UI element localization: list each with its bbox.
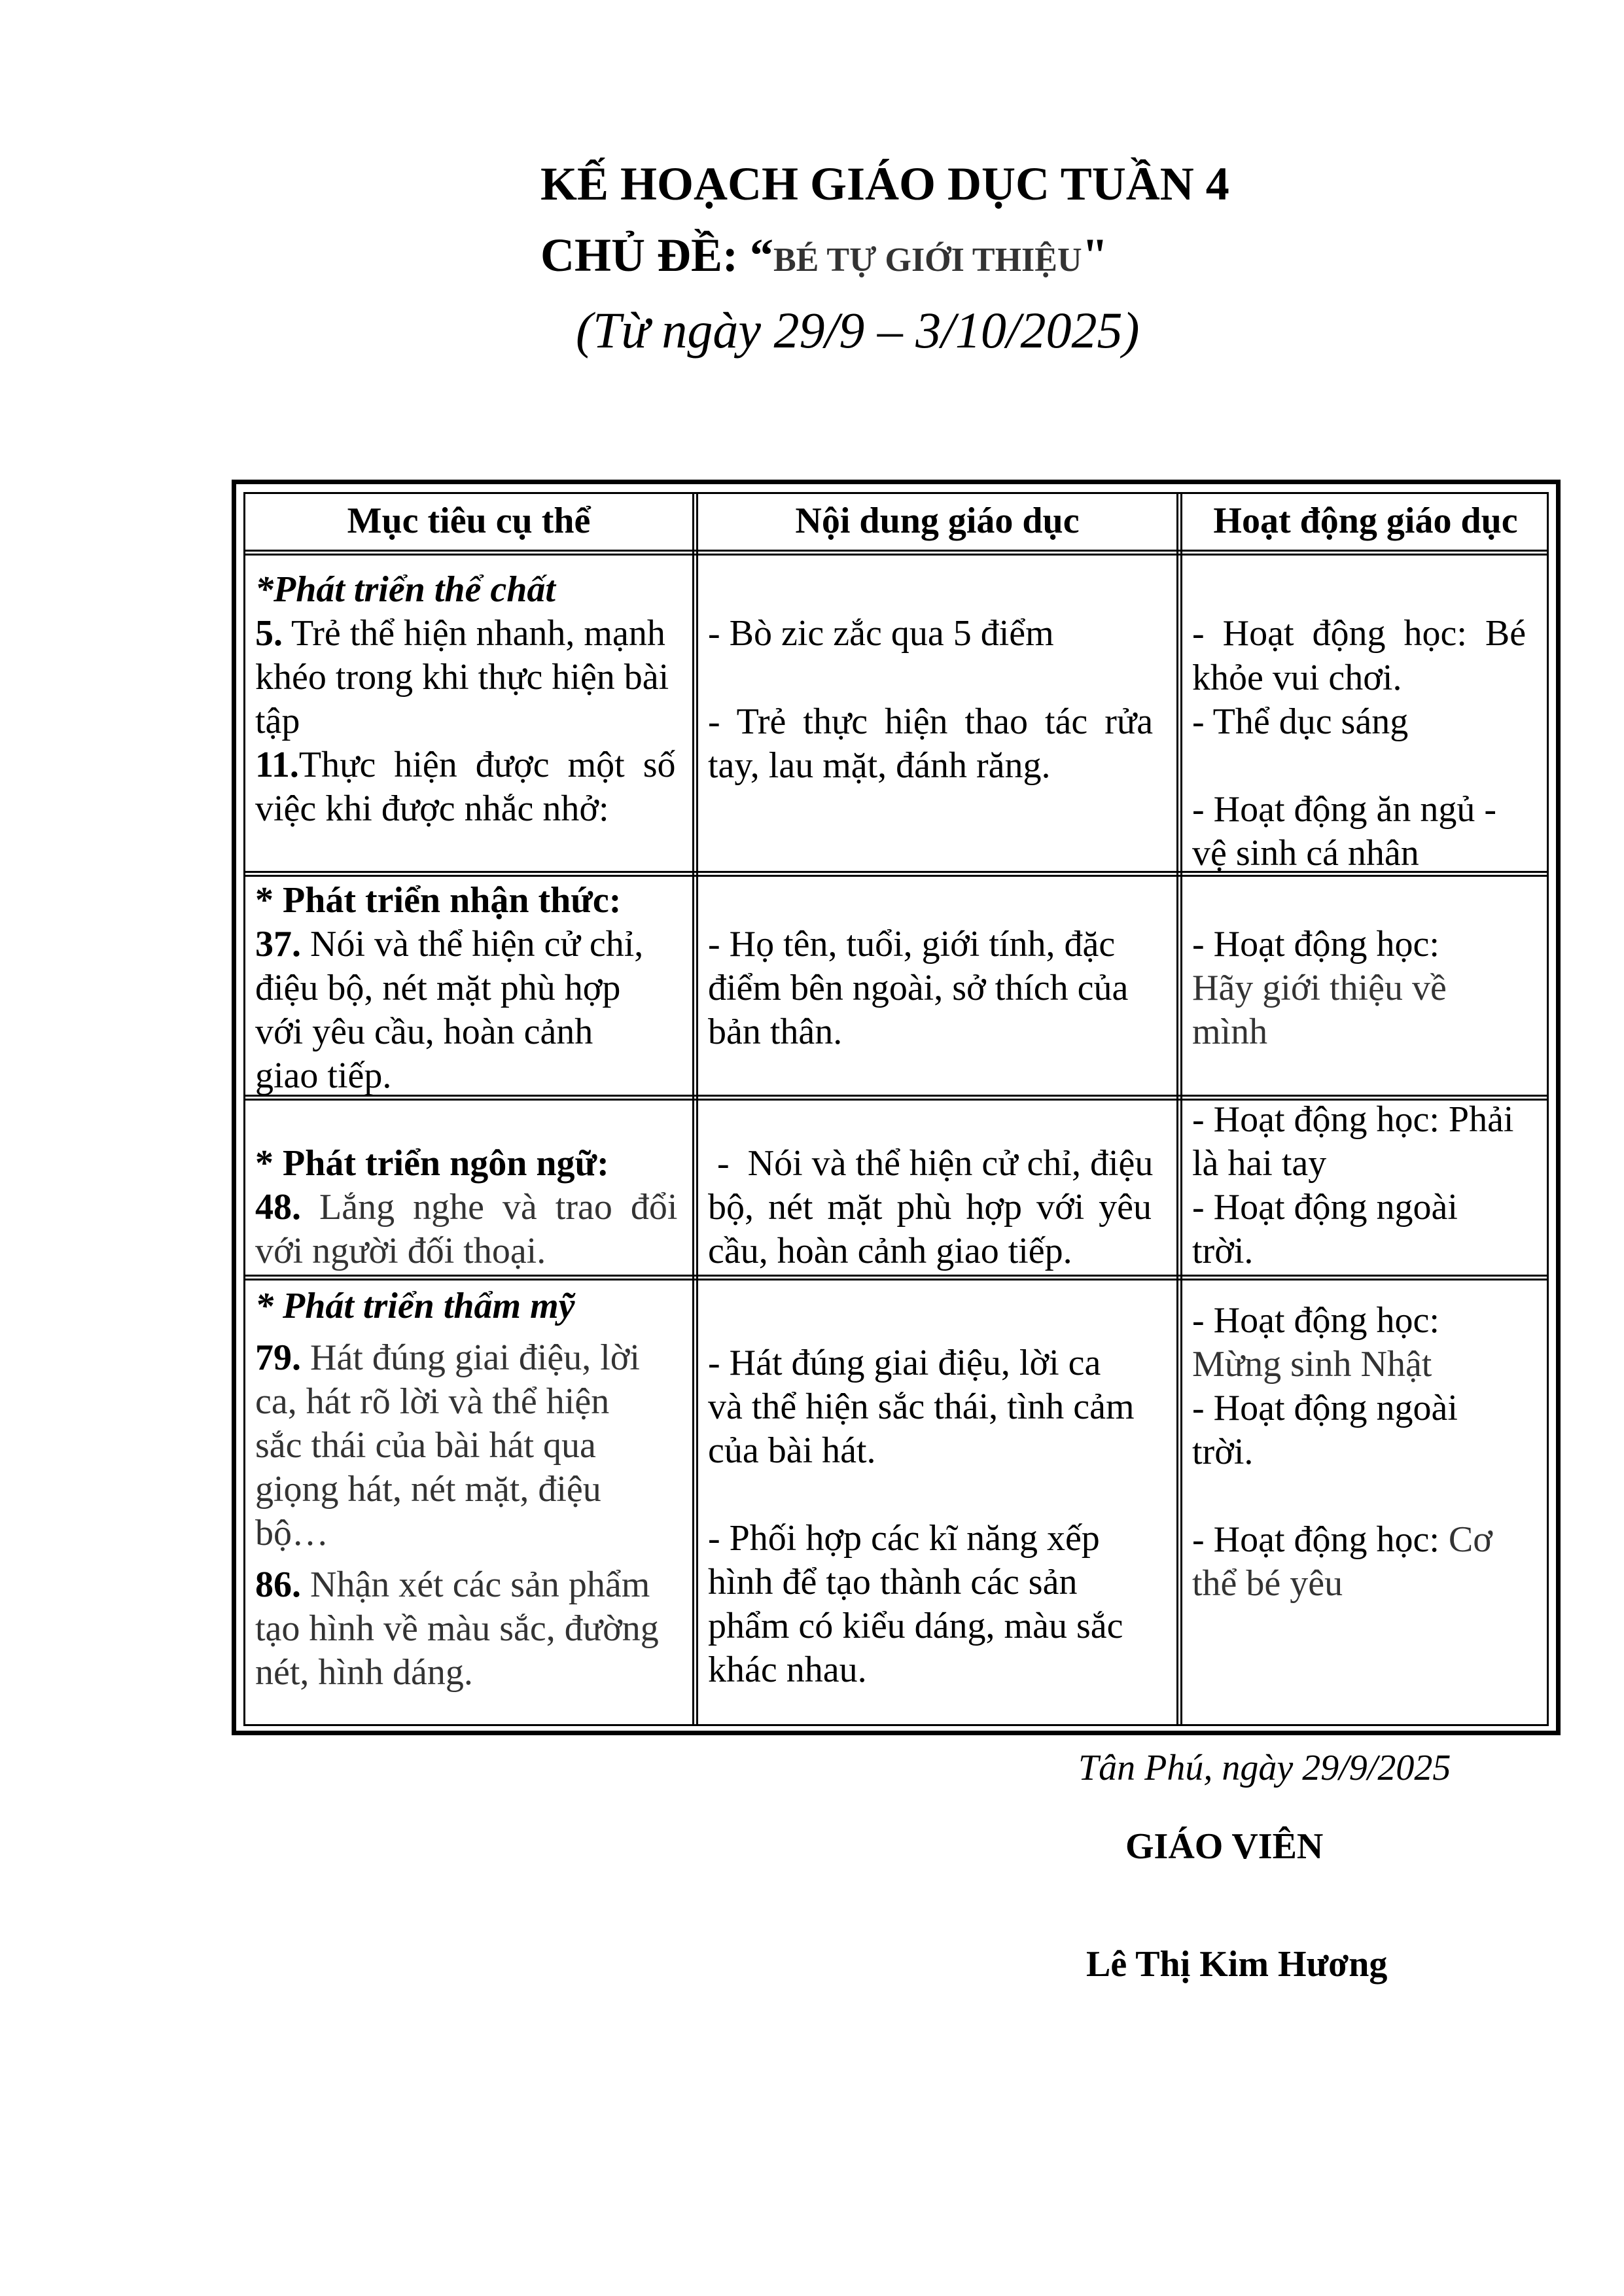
column-divider: [1180, 492, 1182, 1726]
activity-text: - Hoạt động học:: [1192, 924, 1439, 964]
activity-text: - Hoạt động ngoài: [1192, 1388, 1458, 1428]
goal-text: Thực hiện được một số: [298, 745, 676, 785]
goal-text: bộ…: [255, 1513, 328, 1553]
table-row-3-content: [708, 1142, 1166, 1273]
signature-role: GIÁO VIÊN: [1125, 1826, 1324, 1867]
activity-text: là hai tay: [1192, 1143, 1327, 1184]
activity-text: - Thể dục sáng: [1192, 701, 1409, 742]
goal-item: [255, 1186, 684, 1229]
goal-text: giao tiếp.: [255, 1055, 392, 1096]
activity-text: - Hoạt động ăn ngủ -: [1192, 789, 1497, 830]
goal-text: Nhận xét các sản phẩm: [310, 1564, 650, 1605]
table-row-1-goals: [255, 568, 684, 831]
row-divider: [243, 1275, 1549, 1277]
topic-line: [540, 226, 1108, 290]
goal-item: [255, 1336, 684, 1380]
column-divider: [1176, 492, 1178, 1726]
goal-text: sắc thái của bài hát qua: [255, 1425, 596, 1466]
table-row-3-goals: [255, 1142, 684, 1273]
content-text: - Trẻ thực hiện thao tác rửa: [708, 701, 1154, 742]
table-row-4-activities: [1192, 1299, 1542, 1606]
topic-suffix: ": [1082, 229, 1108, 281]
goal-number: 48.: [255, 1187, 301, 1227]
activity-topic: Mừng sinh Nhật: [1192, 1344, 1432, 1385]
content-text: khác nhau.: [708, 1650, 867, 1690]
table-row-2-activities: [1192, 923, 1542, 1054]
content-text: bản thân.: [708, 1012, 843, 1052]
goal-text: Hát đúng giai điệu, lời: [310, 1337, 640, 1378]
activity-topic: mình: [1192, 1012, 1268, 1052]
goal-text: điệu bộ, nét mặt phù hợp: [255, 968, 621, 1008]
signature-place-date: Tân Phú, ngày 29/9/2025: [1078, 1748, 1451, 1788]
goal-item: [255, 612, 684, 656]
row-divider: [243, 550, 1549, 552]
table-row-2-goals: [255, 879, 684, 1098]
goal-text: Lắng nghe và trao đổi: [319, 1187, 678, 1227]
goal-text: Nói và thể hiện cử chỉ,: [310, 924, 644, 964]
content-text: điểm bên ngoài, sở thích của: [708, 968, 1129, 1008]
table-row-4-goals: [255, 1284, 684, 1695]
table-row-1-content: [708, 568, 1166, 654]
content-text: - Hát đúng giai điệu, lời ca: [708, 1343, 1101, 1383]
activity-text: - Hoạt động học:: [1192, 1519, 1449, 1560]
goal-number: 37.: [255, 924, 301, 964]
activity-text: khỏe vui chơi.: [1192, 658, 1402, 698]
column-divider: [692, 492, 694, 1726]
topic-prefix: CHỦ ĐỀ: “: [540, 229, 773, 281]
activity-text: trời.: [1192, 1231, 1254, 1271]
content-text: tay, lau mặt, đánh răng.: [708, 745, 1051, 786]
activity-text: - Hoạt động ngoài: [1192, 1187, 1458, 1227]
signature-name: Lê Thị Kim Hương: [1086, 1944, 1388, 1985]
column-header-activities: Hoạt động giáo dục: [1213, 501, 1518, 541]
row-divider: [243, 1279, 1549, 1280]
goal-number: 5.: [255, 613, 283, 654]
content-text: - Nói và thể hiện cử chỉ, điệu: [708, 1143, 1154, 1184]
column-divider: [696, 492, 698, 1726]
development-area: * Phát triển thẩm mỹ: [255, 1286, 575, 1326]
activity-text: - Hoạt động học: Bé: [1192, 613, 1527, 654]
content-text: - Họ tên, tuổi, giới tính, đặc: [708, 924, 1116, 964]
goal-text: ca, hát rõ lời và thể hiện: [255, 1381, 610, 1422]
date-range: (Từ ngày 29/9 – 3/10/2025): [576, 302, 1140, 359]
goal-text: tập: [255, 701, 300, 741]
activity-text: vệ sinh cá nhân: [1192, 833, 1419, 874]
goal-text: việc khi được nhắc nhở:: [255, 788, 609, 829]
content-text: hình để tạo thành các sản: [708, 1562, 1078, 1602]
row-divider: [243, 554, 1549, 556]
content-text: bộ, nét mặt phù hợp với yêu: [708, 1187, 1152, 1227]
goal-text: tạo hình về màu sắc, đường: [255, 1608, 659, 1649]
topic-name: BÉ TỰ GIỚI THIỆU: [773, 241, 1082, 279]
development-area: * Phát triển ngôn ngữ:: [255, 1143, 609, 1184]
activity-text: trời.: [1192, 1432, 1254, 1472]
document-title: KẾ HOẠCH GIÁO DỤC TUẦN 4: [540, 158, 1229, 210]
activity-topic: Hãy giới thiệu về: [1192, 968, 1447, 1008]
goal-text: Trẻ thể hiện nhanh, mạnh: [291, 613, 665, 654]
table-row-1-content-2: [708, 700, 1166, 788]
activity-text: - Hoạt động học: Phải: [1192, 1099, 1514, 1140]
goal-text: khéo trong khi thực hiện bài: [255, 657, 669, 698]
development-area: *Phát triển thể chất: [255, 569, 556, 610]
table-row-3-activities: [1192, 1098, 1542, 1273]
content-text: của bài hát.: [708, 1430, 876, 1471]
content-text: phẩm có kiểu dáng, màu sắc: [708, 1606, 1123, 1646]
table-row-2-content: [708, 923, 1166, 1054]
table-row-1-activities: [1192, 568, 1542, 654]
table-row-4-content: [708, 1341, 1166, 1692]
content-text: và thể hiện sắc thái, tình cảm: [708, 1386, 1135, 1427]
goal-item: [255, 1563, 684, 1607]
goal-item: [255, 743, 684, 787]
goal-number: 86.: [255, 1564, 301, 1605]
activity-item: [1192, 1518, 1542, 1562]
column-header-content: Nội dung giáo dục: [795, 501, 1080, 541]
content-text: - Bò zic zắc qua 5 điểm: [708, 613, 1054, 654]
activity-text: - Hoạt động học:: [1192, 1300, 1439, 1341]
goal-number: 79.: [255, 1337, 301, 1378]
goal-text: với người đối thoại.: [255, 1231, 546, 1271]
goal-item: [255, 923, 684, 966]
column-header-goals: Mục tiêu cụ thể: [347, 501, 591, 541]
goal-text: nét, hình dáng.: [255, 1652, 473, 1693]
content-text: cầu, hoàn cảnh giao tiếp.: [708, 1231, 1072, 1271]
activity-topic: thể bé yêu: [1192, 1563, 1343, 1604]
goal-number: 11.: [255, 745, 299, 785]
content-text: - Phối hợp các kĩ năng xếp: [708, 1518, 1100, 1559]
goal-text: với yêu cầu, hoàn cảnh: [255, 1012, 593, 1052]
goal-text: giọng hát, nét mặt, điệu: [255, 1469, 601, 1510]
activity-topic: Cơ: [1448, 1519, 1492, 1560]
development-area: * Phát triển nhận thức:: [255, 880, 622, 921]
table-row-1-activities-2: [1192, 656, 1542, 875]
